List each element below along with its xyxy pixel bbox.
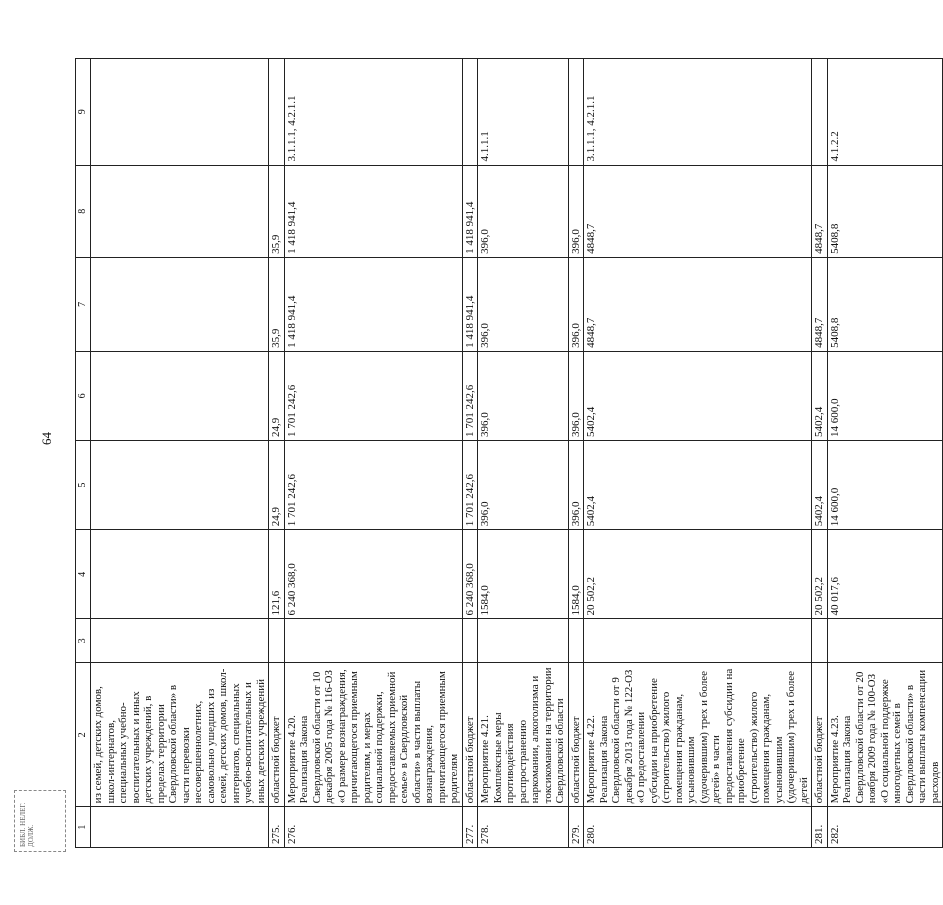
stamp-mark bbox=[14, 790, 66, 852]
row-number: 275. bbox=[269, 807, 285, 848]
cell-col5: 5402,4 bbox=[812, 441, 828, 530]
cell-col3 bbox=[462, 619, 478, 663]
cell-col7 bbox=[91, 257, 269, 351]
cell-col3 bbox=[284, 619, 462, 663]
cell-col6: 14 600,0 bbox=[827, 351, 943, 440]
header-cell-9: 9 bbox=[76, 59, 91, 166]
cell-col3 bbox=[827, 619, 943, 663]
cell-col5 bbox=[91, 441, 269, 530]
header-cell-7: 7 bbox=[76, 257, 91, 351]
cell-col9 bbox=[462, 59, 478, 166]
header-cell-2: 2 bbox=[76, 663, 91, 807]
row-number: 282. bbox=[827, 807, 943, 848]
table-row bbox=[91, 59, 269, 848]
cell-col3 bbox=[584, 619, 812, 663]
table-row bbox=[568, 59, 584, 848]
cell-col8: 396,0 bbox=[568, 165, 584, 257]
cell-col8: 1 418 941,4 bbox=[284, 165, 462, 257]
cell-col5: 396,0 bbox=[478, 441, 569, 530]
cell-col6: 24,9 bbox=[269, 351, 285, 440]
cell-col7: 4848,7 bbox=[584, 257, 812, 351]
table-row bbox=[269, 59, 285, 848]
cell-col5: 24,9 bbox=[269, 441, 285, 530]
cell-col5: 14 600,0 bbox=[827, 441, 943, 530]
cell-col3 bbox=[812, 619, 828, 663]
cell-col6: 1 701 242,6 bbox=[284, 351, 462, 440]
budget-table bbox=[75, 58, 943, 848]
row-description: Мероприятие 4.21. Комплексные меры противодействия распространению наркомании, алкоголизма и токсикомании на территории Свердловской области bbox=[478, 663, 569, 807]
cell-col8: 1 418 941,4 bbox=[462, 165, 478, 257]
cell-col4: 1584,0 bbox=[478, 530, 569, 619]
cell-col4: 121,6 bbox=[269, 530, 285, 619]
cell-col8: 4848,7 bbox=[584, 165, 812, 257]
cell-col9 bbox=[269, 59, 285, 166]
cell-col4: 20 502,2 bbox=[584, 530, 812, 619]
table-row bbox=[462, 59, 478, 848]
row-number: 280. bbox=[584, 807, 812, 848]
header-cell-4: 4 bbox=[76, 530, 91, 619]
header-cell-8: 8 bbox=[76, 165, 91, 257]
table-row bbox=[812, 59, 828, 848]
table-body bbox=[76, 59, 943, 848]
cell-col6: 5402,4 bbox=[584, 351, 812, 440]
cell-col8: 35,9 bbox=[269, 165, 285, 257]
cell-col8: 4848,7 bbox=[812, 165, 828, 257]
cell-col6: 5402,4 bbox=[812, 351, 828, 440]
cell-col4: 6 240 368,0 bbox=[462, 530, 478, 619]
header-cell-1: 1 bbox=[76, 807, 91, 848]
cell-col7: 1 418 941,4 bbox=[462, 257, 478, 351]
cell-col9: 3.1.1.1, 4.2.1.1 bbox=[284, 59, 462, 166]
cell-col7: 1 418 941,4 bbox=[284, 257, 462, 351]
cell-col8 bbox=[91, 165, 269, 257]
cell-col9 bbox=[91, 59, 269, 166]
header-cell-6: 6 bbox=[76, 351, 91, 440]
cell-col7: 396,0 bbox=[568, 257, 584, 351]
stamp-text: БИБЛ. НЕЛЕГ. ДОЛЖ. bbox=[19, 802, 35, 847]
cell-col9: 4.1.2.2 bbox=[827, 59, 943, 166]
cell-col8: 396,0 bbox=[478, 165, 569, 257]
row-description: областной бюджет bbox=[269, 663, 285, 807]
row-description: из семей, детских домов, школ-интернатов, специальных учебно-воспитательных и иных детских учреждений, в пределах территории Свердловской области» в части перевозки несовершеннолетних, самовольно ушедших из семей, детских домов, школ-интернатов, специальных учебно-воспитательных и иных детских учреждений bbox=[91, 663, 269, 807]
cell-col3 bbox=[478, 619, 569, 663]
cell-col5: 1 701 242,6 bbox=[284, 441, 462, 530]
cell-col4: 40 017,6 bbox=[827, 530, 943, 619]
cell-col9: 4.1.1.1 bbox=[478, 59, 569, 166]
cell-col9: 3.1.1.1, 4.2.1.1 bbox=[584, 59, 812, 166]
cell-col3 bbox=[269, 619, 285, 663]
cell-col6: 396,0 bbox=[568, 351, 584, 440]
cell-col6 bbox=[91, 351, 269, 440]
cell-col6: 396,0 bbox=[478, 351, 569, 440]
row-number: 279. bbox=[568, 807, 584, 848]
row-description: областной бюджет bbox=[568, 663, 584, 807]
cell-col8: 5408,8 bbox=[827, 165, 943, 257]
header-cell-5: 5 bbox=[76, 441, 91, 530]
table-row bbox=[478, 59, 569, 848]
cell-col7: 4848,7 bbox=[812, 257, 828, 351]
cell-col5: 1 701 242,6 bbox=[462, 441, 478, 530]
cell-col7: 35,9 bbox=[269, 257, 285, 351]
row-number: 276. bbox=[284, 807, 462, 848]
cell-col6: 1 701 242,6 bbox=[462, 351, 478, 440]
row-description: Мероприятие 4.20. Реализация Закона Свердловской области от 10 декабря 2005 года № 116-ОЗ «О размере вознаграждения, причитающегося приемным родителям, и мерах социальной поддержки, предоставляемых приемной семье» в Свердловской области» в части выплаты вознаграждения, причитающегося приемным родителям bbox=[284, 663, 462, 807]
cell-col3 bbox=[91, 619, 269, 663]
cell-col9 bbox=[812, 59, 828, 166]
header-row bbox=[76, 59, 91, 848]
row-description: Мероприятие 4.23. Реализация Закона Свердловской области от 20 ноября 2009 года № 100-ОЗ «О социальной поддержке многодетных семей в Свердловской области» в части выплаты компенсации расходов bbox=[827, 663, 943, 807]
table-row bbox=[284, 59, 462, 848]
cell-col5: 396,0 bbox=[568, 441, 584, 530]
rotated-page bbox=[75, 58, 941, 848]
cell-col4: 6 240 368,0 bbox=[284, 530, 462, 619]
row-description: Мероприятие 4.22. Реализация Закона Свердловской области от 9 декабря 2013 года № 122-ОЗ «О предоставлении субсидии на приобретение (строительство) жилого помещения гражданам, усыновившим (удочерившим) трех и более детей» в части предоставления субсидии на приобретение (строительство) жилого помещения гражданам, усыновившим (удочерившим) трех и более детей bbox=[584, 663, 812, 807]
cell-col3 bbox=[568, 619, 584, 663]
cell-col9 bbox=[568, 59, 584, 166]
row-number: 277. bbox=[462, 807, 478, 848]
page-number: 64 bbox=[39, 432, 54, 445]
cell-col4: 1584,0 bbox=[568, 530, 584, 619]
row-description: областной бюджет bbox=[812, 663, 828, 807]
cell-col4 bbox=[91, 530, 269, 619]
cell-col5: 5402,4 bbox=[584, 441, 812, 530]
row-number: 281. bbox=[812, 807, 828, 848]
cell-col4: 20 502,2 bbox=[812, 530, 828, 619]
row-number: 278. bbox=[478, 807, 569, 848]
table-row bbox=[827, 59, 943, 848]
header-cell-3: 3 bbox=[76, 619, 91, 663]
cell-col7: 5408,8 bbox=[827, 257, 943, 351]
table-row bbox=[584, 59, 812, 848]
cell-col7: 396,0 bbox=[478, 257, 569, 351]
row-number bbox=[91, 807, 269, 848]
row-description: областной бюджет bbox=[462, 663, 478, 807]
